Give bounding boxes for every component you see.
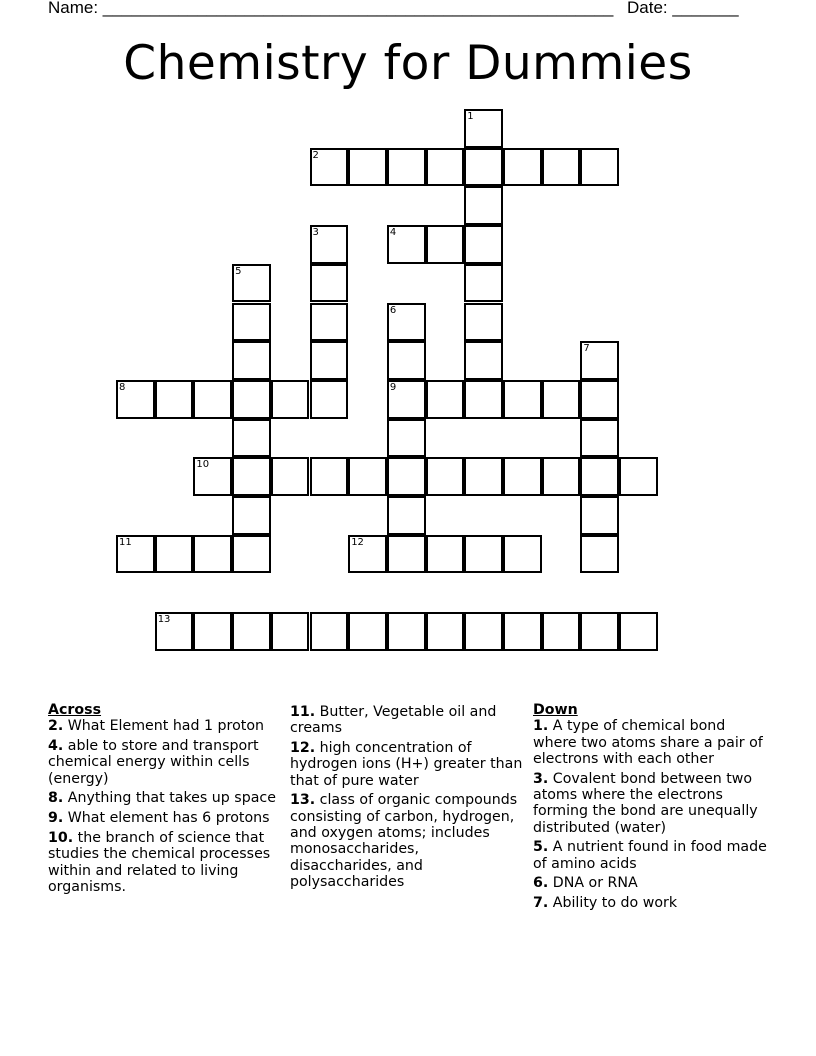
clue-number: 8. xyxy=(48,790,64,807)
grid-cell[interactable] xyxy=(193,457,232,496)
grid-cell[interactable] xyxy=(232,535,271,574)
cell-number: 10 xyxy=(196,459,210,471)
clue-text: Anything that takes up space xyxy=(67,790,276,807)
cell-number: 2 xyxy=(312,149,319,161)
grid-cell[interactable] xyxy=(464,341,503,380)
clue-number: 11. xyxy=(290,704,316,720)
grid-cell[interactable] xyxy=(310,148,349,187)
grid-cell[interactable] xyxy=(232,496,271,535)
clue-text: A nutrient found in food made of amino acids xyxy=(533,839,767,872)
grid-cell[interactable] xyxy=(580,496,619,535)
clue-across-12 xyxy=(290,740,525,789)
across-clues xyxy=(48,702,283,899)
clue-text: able to store and transport chemical energy within cells (energy) xyxy=(48,738,259,787)
grid-cell[interactable] xyxy=(580,380,619,419)
grid-cell[interactable] xyxy=(310,341,349,380)
grid-cell[interactable] xyxy=(426,225,465,264)
cell-number: 7 xyxy=(583,343,590,355)
grid-cell[interactable] xyxy=(310,612,349,651)
grid-cell[interactable] xyxy=(193,535,232,574)
grid-cell[interactable] xyxy=(464,148,503,187)
name-field[interactable]: Name: ______________________________________________________ xyxy=(48,0,614,17)
down-clues xyxy=(533,702,768,915)
clue-text: Covalent bond between two atoms where the electrons forming the bond are unequally distributed (water) xyxy=(533,770,758,836)
grid-cell[interactable] xyxy=(232,380,271,419)
grid-cell[interactable] xyxy=(348,612,387,651)
grid-cell[interactable] xyxy=(580,457,619,496)
grid-cell[interactable] xyxy=(387,419,426,458)
grid-cell[interactable] xyxy=(426,535,465,574)
clue-text: high concentration of hydrogen ions (H+) greater than that of pure water xyxy=(290,740,523,789)
grid-cell[interactable] xyxy=(310,225,349,264)
grid-cell[interactable] xyxy=(503,612,542,651)
cell-number: 3 xyxy=(312,227,319,239)
clue-across-9 xyxy=(48,810,283,826)
clue-number: 9. xyxy=(48,810,64,827)
clue-text: DNA or RNA xyxy=(552,875,638,892)
clue-number: 10. xyxy=(48,830,74,847)
clue-number: 3. xyxy=(533,770,549,787)
grid-cell[interactable] xyxy=(232,612,271,651)
clue-across-10 xyxy=(48,830,283,895)
clue-number: 6. xyxy=(533,875,549,892)
clue-number: 12. xyxy=(290,740,316,757)
grid-cell[interactable] xyxy=(426,457,465,496)
grid-cell[interactable] xyxy=(580,341,619,380)
cell-number: 8 xyxy=(119,381,126,393)
grid-cell[interactable] xyxy=(310,380,349,419)
grid-cell[interactable] xyxy=(580,612,619,651)
grid-cell[interactable] xyxy=(348,457,387,496)
grid-cell[interactable] xyxy=(232,419,271,458)
clue-text: What Element had 1 proton xyxy=(67,718,264,735)
grid-cell[interactable] xyxy=(193,380,232,419)
clue-down-7 xyxy=(533,895,768,911)
grid-cell[interactable] xyxy=(232,264,271,303)
clue-down-3 xyxy=(533,771,768,836)
grid-cell[interactable] xyxy=(348,535,387,574)
grid-cell[interactable] xyxy=(155,380,194,419)
grid-cell[interactable] xyxy=(387,303,426,342)
grid-cell[interactable] xyxy=(503,457,542,496)
grid-cell[interactable] xyxy=(580,419,619,458)
grid-cell[interactable] xyxy=(426,148,465,187)
grid-cell[interactable] xyxy=(503,380,542,419)
cell-number: 1 xyxy=(467,111,474,122)
clue-down-1 xyxy=(533,718,768,767)
cell-number: 4 xyxy=(389,227,397,239)
grid-cell[interactable] xyxy=(503,148,542,187)
grid-cell[interactable] xyxy=(503,535,542,574)
grid-cell[interactable] xyxy=(310,303,349,342)
grid-cell[interactable] xyxy=(619,612,658,651)
grid-cell[interactable] xyxy=(271,380,310,419)
cell-number: 5 xyxy=(235,265,242,277)
clue-number: 13. xyxy=(290,792,316,809)
clue-text: the branch of science that studies the chemical processes within and related to living organisms. xyxy=(48,830,271,895)
clue-number: 2. xyxy=(48,718,64,735)
clue-text: Ability to do work xyxy=(552,895,678,912)
clue-down-6 xyxy=(533,875,768,891)
grid-cell[interactable] xyxy=(464,535,503,574)
grid-cell[interactable] xyxy=(271,457,310,496)
grid-cell[interactable] xyxy=(464,612,503,651)
grid-cell[interactable] xyxy=(464,225,503,264)
cell-number: 12 xyxy=(351,536,364,548)
grid-cell[interactable] xyxy=(232,341,271,380)
grid-cell[interactable] xyxy=(348,148,387,187)
cell-number: 13 xyxy=(157,614,171,626)
grid-cell[interactable] xyxy=(310,264,349,303)
grid-cell[interactable] xyxy=(387,380,426,419)
grid-cell[interactable] xyxy=(464,303,503,342)
grid-cell[interactable] xyxy=(580,535,619,574)
grid-cell[interactable] xyxy=(387,148,426,187)
grid-cell[interactable] xyxy=(387,535,426,574)
date-field[interactable]: Date: _______ xyxy=(627,0,739,17)
grid-cell[interactable] xyxy=(464,186,503,225)
clue-number: 7. xyxy=(533,895,549,912)
grid-cell[interactable] xyxy=(464,109,503,148)
clue-number: 1. xyxy=(533,718,549,735)
across-clues-continued xyxy=(290,704,525,894)
clue-number: 4. xyxy=(48,738,64,755)
down-heading: Down xyxy=(533,702,578,718)
grid-cell[interactable] xyxy=(464,264,503,303)
grid-cell[interactable] xyxy=(155,612,194,651)
grid-cell[interactable] xyxy=(232,457,271,496)
grid-cell[interactable] xyxy=(464,457,503,496)
grid-cell[interactable] xyxy=(619,457,658,496)
grid-cell[interactable] xyxy=(271,612,310,651)
clue-text: Butter, Vegetable oil and creams xyxy=(290,704,497,737)
grid-cell[interactable] xyxy=(426,612,465,651)
grid-cell[interactable] xyxy=(387,225,426,264)
clue-across-8 xyxy=(48,790,283,806)
clue-across-11 xyxy=(290,704,525,737)
grid-cell[interactable] xyxy=(116,535,155,574)
clue-across-13 xyxy=(290,792,525,890)
grid-cell[interactable] xyxy=(116,380,155,419)
clue-text: class of organic compounds consisting of carbon, hydrogen, and oxygen atoms; includes monosaccharides, disaccharides, and polysaccharides xyxy=(290,792,518,890)
cell-number: 11 xyxy=(119,536,132,548)
grid-cell[interactable] xyxy=(542,612,581,651)
grid-cell[interactable] xyxy=(232,303,271,342)
clue-across-2 xyxy=(48,718,283,734)
clue-down-5 xyxy=(533,839,768,872)
clue-text: A type of chemical bond where two atoms share a pair of electrons with each other xyxy=(533,718,763,767)
clue-text: What element has 6 protons xyxy=(67,810,270,827)
clue-number: 5. xyxy=(533,839,549,856)
clue-across-4 xyxy=(48,738,283,787)
grid-cell[interactable] xyxy=(387,457,426,496)
grid-cell[interactable] xyxy=(155,535,194,574)
grid-cell[interactable] xyxy=(426,380,465,419)
cell-number: 6 xyxy=(389,304,397,316)
grid-cell[interactable] xyxy=(542,148,581,187)
grid-cell[interactable] xyxy=(387,341,426,380)
page-title: Chemistry for Dummies xyxy=(123,36,693,91)
grid-cell[interactable] xyxy=(193,612,232,651)
grid-cell[interactable] xyxy=(542,457,581,496)
grid-cell[interactable] xyxy=(580,148,619,187)
grid-cell[interactable] xyxy=(310,457,349,496)
grid-cell[interactable] xyxy=(387,612,426,651)
grid-cell[interactable] xyxy=(542,380,581,419)
grid-cell[interactable] xyxy=(464,380,503,419)
cell-number: 9 xyxy=(389,381,397,393)
grid-cell[interactable] xyxy=(387,496,426,535)
across-heading: Across xyxy=(48,702,102,718)
